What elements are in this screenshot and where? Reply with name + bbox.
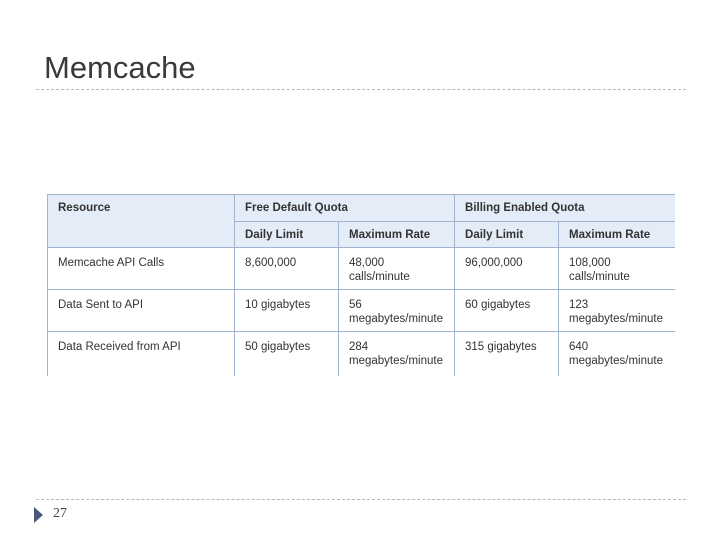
rate-unit: megabytes/minute [349, 355, 443, 367]
rate-unit: calls/minute [349, 271, 410, 283]
billing-maximum-rate-cell [559, 332, 675, 377]
table-row [48, 290, 676, 332]
table-row [48, 248, 676, 290]
page-number: 27 [53, 506, 67, 521]
subheader-billing-daily-limit: Daily Limit [455, 222, 559, 248]
quota-table [47, 194, 675, 376]
resource-cell: Data Sent to API [48, 290, 235, 332]
rate-unit: megabytes/minute [569, 313, 663, 325]
billing-daily-limit-cell: 60 gigabytes [455, 290, 559, 332]
subheader-free-maximum-rate: Maximum Rate [339, 222, 455, 248]
title-divider [36, 89, 686, 90]
rate-value: 108,000 [569, 257, 611, 269]
free-daily-limit-cell: 8,600,000 [235, 248, 339, 290]
rate-unit: calls/minute [569, 271, 630, 283]
rate-value: 640 [569, 341, 589, 353]
free-maximum-rate-cell [339, 248, 455, 290]
rate-value: 123 [569, 299, 589, 311]
slide-title: Memcache [44, 50, 196, 85]
bullet-arrow-icon [34, 507, 43, 523]
resource-cell: Memcache API Calls [48, 248, 235, 290]
table-row [48, 332, 676, 377]
billing-maximum-rate-cell [559, 248, 675, 290]
header-resource: Resource [48, 195, 235, 248]
billing-daily-limit-cell: 96,000,000 [455, 248, 559, 290]
free-maximum-rate-cell [339, 290, 455, 332]
quota-table-container [47, 194, 675, 376]
table-header-row [48, 195, 676, 222]
rate-value: 284 [349, 341, 369, 353]
billing-daily-limit-cell: 315 gigabytes [455, 332, 559, 377]
billing-maximum-rate-cell [559, 290, 675, 332]
header-billing-enabled-quota: Billing Enabled Quota [455, 195, 675, 222]
rate-unit: megabytes/minute [569, 355, 663, 367]
free-maximum-rate-cell [339, 332, 455, 377]
rate-value: 56 [349, 299, 362, 311]
rate-value: 48,000 [349, 257, 385, 269]
free-daily-limit-cell: 50 gigabytes [235, 332, 339, 377]
header-free-default-quota: Free Default Quota [235, 195, 455, 222]
rate-unit: megabytes/minute [349, 313, 443, 325]
subheader-billing-maximum-rate: Maximum Rate [559, 222, 675, 248]
subheader-free-daily-limit: Daily Limit [235, 222, 339, 248]
resource-cell: Data Received from API [48, 332, 235, 377]
free-daily-limit-cell: 10 gigabytes [235, 290, 339, 332]
footer-divider [36, 499, 686, 500]
